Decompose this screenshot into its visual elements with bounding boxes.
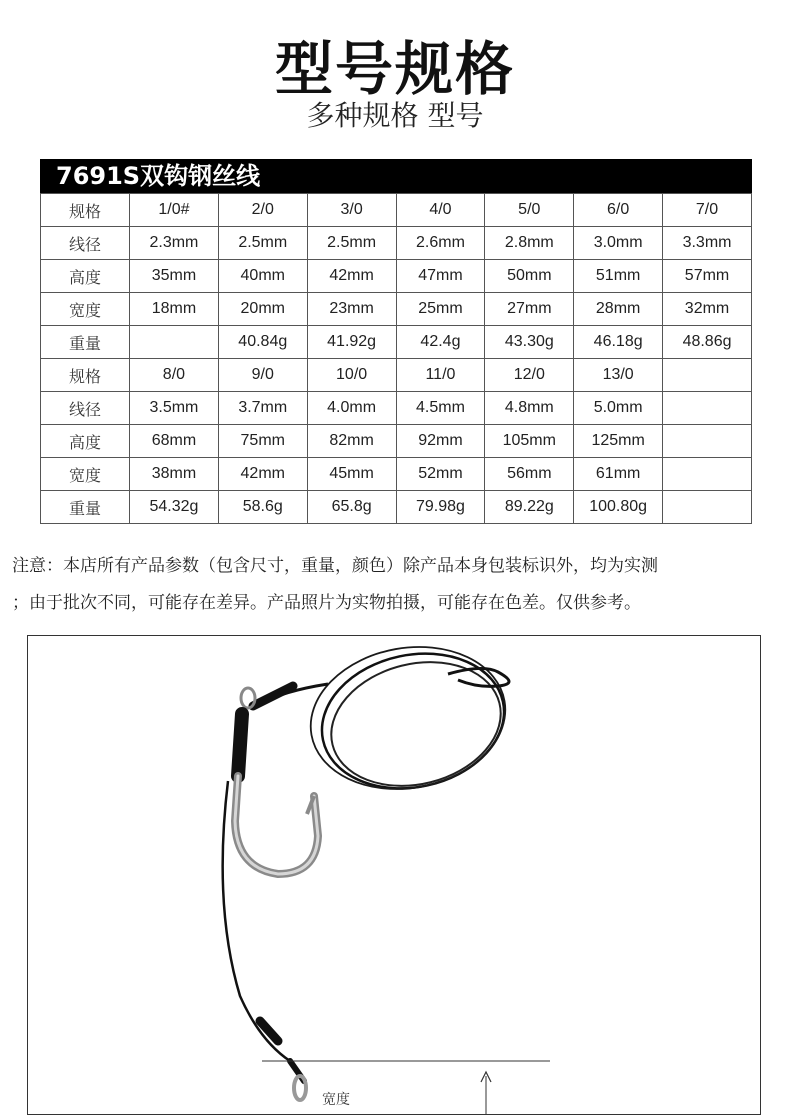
- table-cell: 45mm: [307, 458, 396, 491]
- table-cell: 3.0mm: [574, 227, 663, 260]
- table-cell: 2/0: [218, 194, 307, 227]
- table-cell: 68mm: [130, 425, 219, 458]
- table-cell: 9/0: [218, 359, 307, 392]
- table-cell: 23mm: [307, 293, 396, 326]
- row-label: 重量: [41, 491, 130, 524]
- table-cell: [663, 359, 752, 392]
- table-cell: 48.86g: [663, 326, 752, 359]
- table-cell: 3.3mm: [663, 227, 752, 260]
- table-cell: 42.4g: [396, 326, 485, 359]
- table-cell: 47mm: [396, 260, 485, 293]
- table-cell: 4.8mm: [485, 392, 574, 425]
- spec-table: [40, 193, 752, 524]
- table-cell: 82mm: [307, 425, 396, 458]
- table-row: [41, 326, 752, 359]
- table-cell: 10/0: [307, 359, 396, 392]
- table-row: [41, 392, 752, 425]
- table-row: [41, 293, 752, 326]
- table-row: [41, 491, 752, 524]
- table-cell: 2.5mm: [218, 227, 307, 260]
- table-cell: 125mm: [574, 425, 663, 458]
- table-cell: 25mm: [396, 293, 485, 326]
- table-cell: 28mm: [574, 293, 663, 326]
- row-label: 高度: [41, 260, 130, 293]
- table-cell: 46.18g: [574, 326, 663, 359]
- table-row: [41, 227, 752, 260]
- table-cell: 5.0mm: [574, 392, 663, 425]
- table-cell: 4.5mm: [396, 392, 485, 425]
- table-cell: 65.8g: [307, 491, 396, 524]
- row-label: 重量: [41, 326, 130, 359]
- row-label: 高度: [41, 425, 130, 458]
- table-cell: 42mm: [307, 260, 396, 293]
- table-cell: 4.0mm: [307, 392, 396, 425]
- table-cell: [663, 491, 752, 524]
- row-label: 宽度: [41, 458, 130, 491]
- table-cell: 42mm: [218, 458, 307, 491]
- table-cell: 43.30g: [485, 326, 574, 359]
- table-cell: [663, 392, 752, 425]
- table-cell: 57mm: [663, 260, 752, 293]
- table-row: [41, 194, 752, 227]
- table-cell: 58.6g: [218, 491, 307, 524]
- table-cell: 41.92g: [307, 326, 396, 359]
- page-title: 型号规格: [274, 35, 515, 103]
- table-cell: 3/0: [307, 194, 396, 227]
- table-cell: 27mm: [485, 293, 574, 326]
- table-row: [41, 260, 752, 293]
- table-cell: 11/0: [396, 359, 485, 392]
- table-cell: 1/0#: [130, 194, 219, 227]
- table-cell: 3.5mm: [130, 392, 219, 425]
- table-cell: 20mm: [218, 293, 307, 326]
- table-cell: [130, 326, 219, 359]
- notice-line-2: ；由于批次不同，可能存在差异。产品照片为实物拍摄，可能存在色差。仅供参考。: [12, 593, 641, 613]
- row-label: 宽度: [41, 293, 130, 326]
- product-photo: [27, 635, 761, 1115]
- table-cell: 13/0: [574, 359, 663, 392]
- table-cell: 7/0: [663, 194, 752, 227]
- table-cell: 2.8mm: [485, 227, 574, 260]
- table-cell: 54.32g: [130, 491, 219, 524]
- row-label: 规格: [41, 194, 130, 227]
- table-cell: 40mm: [218, 260, 307, 293]
- table-cell: 3.7mm: [218, 392, 307, 425]
- table-cell: 8/0: [130, 359, 219, 392]
- spec-table-header: 7691S双钩钢丝线: [40, 159, 752, 193]
- table-cell: 6/0: [574, 194, 663, 227]
- width-label: 宽度: [322, 1092, 350, 1108]
- table-cell: 2.5mm: [307, 227, 396, 260]
- table-cell: 2.3mm: [130, 227, 219, 260]
- table-cell: 89.22g: [485, 491, 574, 524]
- table-cell: 50mm: [485, 260, 574, 293]
- table-cell: 38mm: [130, 458, 219, 491]
- row-label: 规格: [41, 359, 130, 392]
- table-cell: 40.84g: [218, 326, 307, 359]
- row-label: 线径: [41, 392, 130, 425]
- table-cell: 5/0: [485, 194, 574, 227]
- fishing-rig-illustration: [28, 636, 761, 1115]
- table-cell: 4/0: [396, 194, 485, 227]
- page-subtitle: 多种规格 型号: [306, 99, 484, 132]
- table-cell: 105mm: [485, 425, 574, 458]
- table-cell: 2.6mm: [396, 227, 485, 260]
- table-cell: 35mm: [130, 260, 219, 293]
- table-cell: 61mm: [574, 458, 663, 491]
- table-cell: 32mm: [663, 293, 752, 326]
- table-row: [41, 425, 752, 458]
- table-row: [41, 359, 752, 392]
- table-cell: [663, 425, 752, 458]
- table-cell: 51mm: [574, 260, 663, 293]
- table-cell: 92mm: [396, 425, 485, 458]
- table-cell: 12/0: [485, 359, 574, 392]
- table-row: [41, 458, 752, 491]
- table-cell: 100.80g: [574, 491, 663, 524]
- table-cell: [663, 458, 752, 491]
- table-cell: 79.98g: [396, 491, 485, 524]
- table-cell: 56mm: [485, 458, 574, 491]
- row-label: 线径: [41, 227, 130, 260]
- table-cell: 75mm: [218, 425, 307, 458]
- table-cell: 18mm: [130, 293, 219, 326]
- notice: [12, 548, 782, 622]
- notice-line-1: 注意：本店所有产品参数（包含尺寸，重量，颜色）除产品本身包装标识外，均为实测: [12, 556, 658, 576]
- table-cell: 52mm: [396, 458, 485, 491]
